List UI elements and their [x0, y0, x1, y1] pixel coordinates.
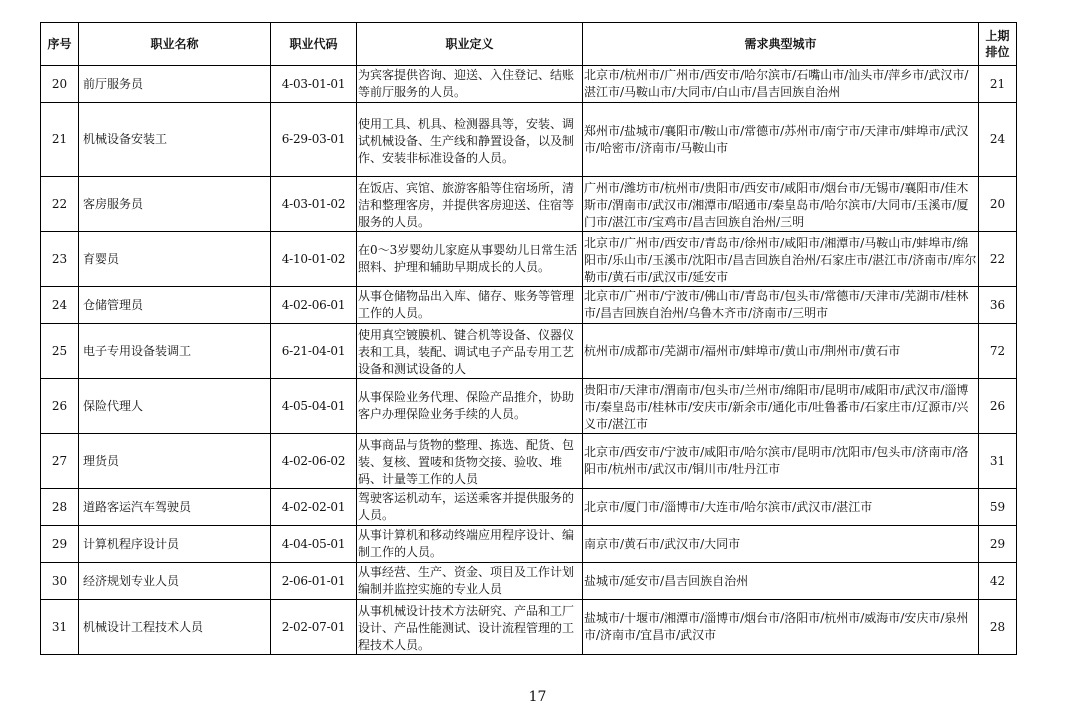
- row-number-text: 24: [51, 297, 68, 312]
- occupation-code-text: 4-02-06-01: [281, 297, 346, 312]
- occupation-definition: [357, 434, 583, 489]
- row-number: [41, 287, 79, 324]
- header-cities: 需求典型城市: [583, 23, 979, 66]
- occupation-code-text: 4-05-04-01: [281, 398, 346, 413]
- occupation-definition: [357, 287, 583, 324]
- occupation-name: [79, 526, 271, 563]
- demand-cities: [583, 526, 979, 563]
- occupation-name-text: 理货员: [83, 453, 120, 468]
- occupation-code-text: 4-10-01-02: [281, 251, 346, 266]
- occupation-name: [79, 434, 271, 489]
- table-row: [41, 563, 1017, 600]
- occupation-definition: [357, 103, 583, 177]
- demand-cities: [583, 177, 979, 232]
- occupation-definition: [357, 66, 583, 103]
- previous-rank: [979, 177, 1017, 232]
- previous-rank-text: 42: [989, 573, 1006, 588]
- row-number: [41, 177, 79, 232]
- occupation-definition: [357, 563, 583, 600]
- previous-rank-text: 24: [989, 132, 1006, 146]
- previous-rank-text: 26: [989, 398, 1006, 413]
- demand-cities-text: 贵阳市/天津市/渭南市/包头市/兰州市/绵阳市/昆明市/咸阳市/武汉市/淄博市/秦皇岛市/桂林市/安庆市/新余市/通化市/吐鲁番市/石家庄市/辽源市/兴义市/湛江市: [584, 383, 969, 430]
- demand-cities: [583, 103, 979, 177]
- occupation-definition-text: 驾驶客运机动车，运送乘客并提供服务的人员。: [358, 491, 575, 522]
- occupation-definition-text: 在饭店、宾馆、旅游客船等住宿场所，清洁和整理客房，并提供客房迎送、住宿等服务的人员。: [358, 181, 575, 228]
- demand-cities: [583, 434, 979, 489]
- occupation-definition-text: 使用工具、机具、检测器具等，安装、调试机械设备、生产线和静置设备，以及制作、安装非标准设备的人员。: [358, 116, 575, 164]
- occupation-name: [79, 379, 271, 434]
- demand-cities-text: 广州市/潍坊市/杭州市/贵阳市/西安市/咸阳市/烟台市/无锡市/襄阳市/佳木斯市/渭南市/武汉市/湘潭市/昭通市/秦皇岛市/哈尔滨市/大同市/玉溪市/厦门市/湛江市/宝鸡市/昌吉回族自治州/三明: [584, 181, 969, 228]
- previous-rank-text: 72: [989, 343, 1006, 358]
- occupation-code-text: 2-06-01-01: [281, 573, 346, 588]
- row-number-text: 29: [51, 536, 68, 551]
- occupation-name-text: 计算机程序设计员: [83, 536, 180, 551]
- previous-rank-text: 29: [989, 536, 1006, 551]
- header-rank: 上期排位: [979, 23, 1017, 66]
- table-row: [41, 177, 1017, 232]
- occupation-definition: [357, 232, 583, 287]
- row-number: [41, 434, 79, 489]
- row-number: [41, 66, 79, 103]
- occupation-definition: [357, 526, 583, 563]
- previous-rank: [979, 563, 1017, 600]
- row-number-text: 26: [51, 398, 68, 413]
- occupation-name-text: 经济规划专业人员: [83, 573, 180, 588]
- occupation-definition: [357, 600, 583, 655]
- row-number: [41, 600, 79, 655]
- occupation-code: [271, 287, 357, 324]
- table-row: [41, 526, 1017, 563]
- row-number-text: 21: [51, 132, 68, 146]
- demand-cities: [583, 287, 979, 324]
- row-number-text: 23: [51, 251, 68, 266]
- occupation-code: [271, 526, 357, 563]
- demand-cities-text: 北京市/西安市/宁波市/咸阳市/哈尔滨市/昆明市/沈阳市/包头市/济南市/洛阳市/杭州市/武汉市/铜川市/牡丹江市: [584, 445, 969, 476]
- previous-rank: [979, 434, 1017, 489]
- occupation-code: [271, 66, 357, 103]
- demand-cities-text: 北京市/厦门市/淄博市/大连市/哈尔滨市/武汉市/湛江市: [584, 499, 873, 514]
- row-number: [41, 324, 79, 379]
- occupation-definition-text: 在0～3岁婴幼儿家庭从事婴幼儿日常生活照料、护理和辅助早期成长的人员。: [358, 243, 578, 274]
- occupation-code-text: 4-02-02-01: [281, 499, 346, 514]
- occupation-definition-text: 从事经营、生产、资金、项目及工作计划编制并监控实施的专业人员: [358, 565, 575, 596]
- occupation-definition: [357, 324, 583, 379]
- occupation-code: [271, 434, 357, 489]
- occupation-code-text: 2-02-07-01: [281, 619, 346, 634]
- previous-rank-text: 36: [989, 297, 1006, 312]
- row-number-text: 31: [51, 619, 68, 634]
- occupation-code: [271, 177, 357, 232]
- row-number: [41, 103, 79, 177]
- occupation-name: [79, 177, 271, 232]
- demand-cities: [583, 489, 979, 526]
- demand-cities-text: 北京市/杭州市/广州市/西安市/哈尔滨市/石嘴山市/汕头市/萍乡市/武汉市/湛江市/马鞍山市/大同市/白山市/昌吉回族自治州: [584, 68, 969, 99]
- previous-rank-text: 31: [989, 453, 1006, 468]
- occupation-code-text: 4-03-01-01: [281, 76, 346, 91]
- occupation-name-text: 机械设计工程技术人员: [83, 619, 204, 634]
- row-number-text: 30: [51, 573, 68, 588]
- previous-rank: [979, 379, 1017, 434]
- table-row: [41, 379, 1017, 434]
- occupation-code: [271, 600, 357, 655]
- previous-rank: [979, 324, 1017, 379]
- occupation-code-text: 6-21-04-01: [281, 343, 346, 358]
- table-row: [41, 434, 1017, 489]
- demand-cities: [583, 563, 979, 600]
- occupation-name: [79, 563, 271, 600]
- occupation-name-text: 道路客运汽车驾驶员: [83, 499, 192, 514]
- previous-rank: [979, 526, 1017, 563]
- demand-cities-text: 南京市/黄石市/武汉市/大同市: [584, 536, 741, 551]
- occupation-definition: [357, 379, 583, 434]
- occupation-code-text: 4-04-05-01: [281, 536, 346, 551]
- occupation-definition-text: 从事机械设计技术方法研究、产品和工厂设计、产品性能测试、设计流程管理的工程技术人员。: [358, 604, 575, 651]
- occupation-name: [79, 600, 271, 655]
- occupation-definition-text: 从事仓储物品出入库、储存、账务等管理工作的人员。: [358, 289, 575, 320]
- occupation-demand-table: [40, 22, 1017, 655]
- row-number-text: 25: [51, 343, 68, 358]
- occupation-name-text: 机械设备安装工: [83, 132, 168, 146]
- table-row: [41, 287, 1017, 324]
- row-number-text: 22: [51, 196, 68, 211]
- occupation-name: [79, 66, 271, 103]
- demand-cities-text: 北京市/广州市/西安市/青岛市/徐州市/咸阳市/湘潭市/马鞍山市/蚌埠市/绵阳市/乐山市/玉溪市/沈阳市/昌吉回族自治州/石家庄市/湛江市/济南市/库尔勒市/黄石市/武汉市/延安市: [584, 236, 977, 283]
- occupation-name-text: 育婴员: [83, 251, 120, 266]
- table-row: [41, 103, 1017, 177]
- previous-rank: [979, 232, 1017, 287]
- occupation-name: [79, 287, 271, 324]
- occupation-name: [79, 232, 271, 287]
- demand-cities-text: 北京市/广州市/宁波市/佛山市/青岛市/包头市/常德市/天津市/芜湖市/桂林市/昌吉回族自治州/乌鲁木齐市/济南市/三明市: [584, 289, 969, 320]
- previous-rank-text: 21: [989, 76, 1006, 91]
- demand-cities-text: 郑州市/盐城市/襄阳市/鞍山市/常德市/苏州市/南宁市/天津市/蚌埠市/武汉市/哈密市/济南市/马鞍山市: [584, 123, 969, 155]
- previous-rank: [979, 287, 1017, 324]
- occupation-name-text: 前厅服务员: [83, 76, 144, 91]
- demand-cities: [583, 66, 979, 103]
- previous-rank: [979, 600, 1017, 655]
- demand-cities-text: 盐城市/十堰市/湘潭市/淄博市/烟台市/洛阳市/杭州市/威海市/安庆市/泉州市/济南市/宜昌市/武汉市: [584, 611, 969, 642]
- table-row: [41, 324, 1017, 379]
- previous-rank: [979, 489, 1017, 526]
- row-number: [41, 232, 79, 287]
- header-row: [41, 23, 1017, 66]
- occupation-code-text: 6-29-03-01: [281, 132, 346, 146]
- occupation-definition-text: 从事保险业务代理、保险产品推介，协助客户办理保险业务手续的人员。: [358, 390, 575, 421]
- demand-cities-text: 杭州市/成都市/芜湖市/福州市/蚌埠市/黄山市/荆州市/黄石市: [584, 343, 901, 358]
- demand-cities: [583, 379, 979, 434]
- previous-rank: [979, 66, 1017, 103]
- occupation-definition: [357, 177, 583, 232]
- previous-rank-text: 28: [989, 619, 1006, 634]
- occupation-definition-text: 使用真空镀膜机、键合机等设备、仪器仪表和工具，装配、调试电子产品专用工艺设备和测试设备的人: [358, 328, 575, 375]
- occupation-code: [271, 232, 357, 287]
- demand-cities: [583, 232, 979, 287]
- occupation-code-text: 4-02-06-02: [281, 453, 346, 468]
- occupation-name-text: 保险代理人: [83, 398, 144, 413]
- occupation-definition-text: 从事商品与货物的整理、拣选、配货、包装、复核、置唛和货物交接、验收、堆码、计量等工作的人员: [358, 438, 575, 485]
- occupation-definition-text: 从事计算机和移动终端应用程序设计、编制工作的人员。: [358, 528, 575, 559]
- occupation-code: [271, 563, 357, 600]
- row-number: [41, 563, 79, 600]
- table-row: [41, 232, 1017, 287]
- demand-cities: [583, 600, 979, 655]
- occupation-code-text: 4-03-01-02: [281, 196, 346, 211]
- row-number: [41, 489, 79, 526]
- page-number: 17: [528, 689, 547, 705]
- table-row: [41, 600, 1017, 655]
- occupation-code: [271, 103, 357, 177]
- table-row: [41, 66, 1017, 103]
- table-row: [41, 489, 1017, 526]
- row-number-text: 28: [51, 499, 68, 514]
- header-no: 序号: [41, 23, 79, 66]
- header-code: 职业代码: [271, 23, 357, 66]
- occupation-name-text: 电子专用设备装调工: [83, 343, 192, 358]
- row-number: [41, 379, 79, 434]
- occupation-code: [271, 379, 357, 434]
- demand-cities-text: 盐城市/延安市/昌吉回族自治州: [584, 573, 749, 588]
- previous-rank-text: 20: [989, 196, 1006, 211]
- occupation-name: [79, 103, 271, 177]
- row-number-text: 20: [51, 76, 68, 91]
- demand-cities: [583, 324, 979, 379]
- previous-rank-text: 22: [989, 251, 1006, 266]
- occupation-definition-text: 为宾客提供咨询、迎送、入住登记、结账等前厅服务的人员。: [358, 68, 575, 99]
- previous-rank-text: 59: [989, 499, 1006, 514]
- occupation-name-text: 客房服务员: [83, 196, 144, 211]
- occupation-name: [79, 489, 271, 526]
- row-number: [41, 526, 79, 563]
- row-number-text: 27: [51, 453, 68, 468]
- header-definition: 职业定义: [357, 23, 583, 66]
- occupation-code: [271, 324, 357, 379]
- header-name: 职业名称: [79, 23, 271, 66]
- occupation-name: [79, 324, 271, 379]
- occupation-name-text: 仓储管理员: [83, 297, 144, 312]
- occupation-definition: [357, 489, 583, 526]
- previous-rank: [979, 103, 1017, 177]
- occupation-code: [271, 489, 357, 526]
